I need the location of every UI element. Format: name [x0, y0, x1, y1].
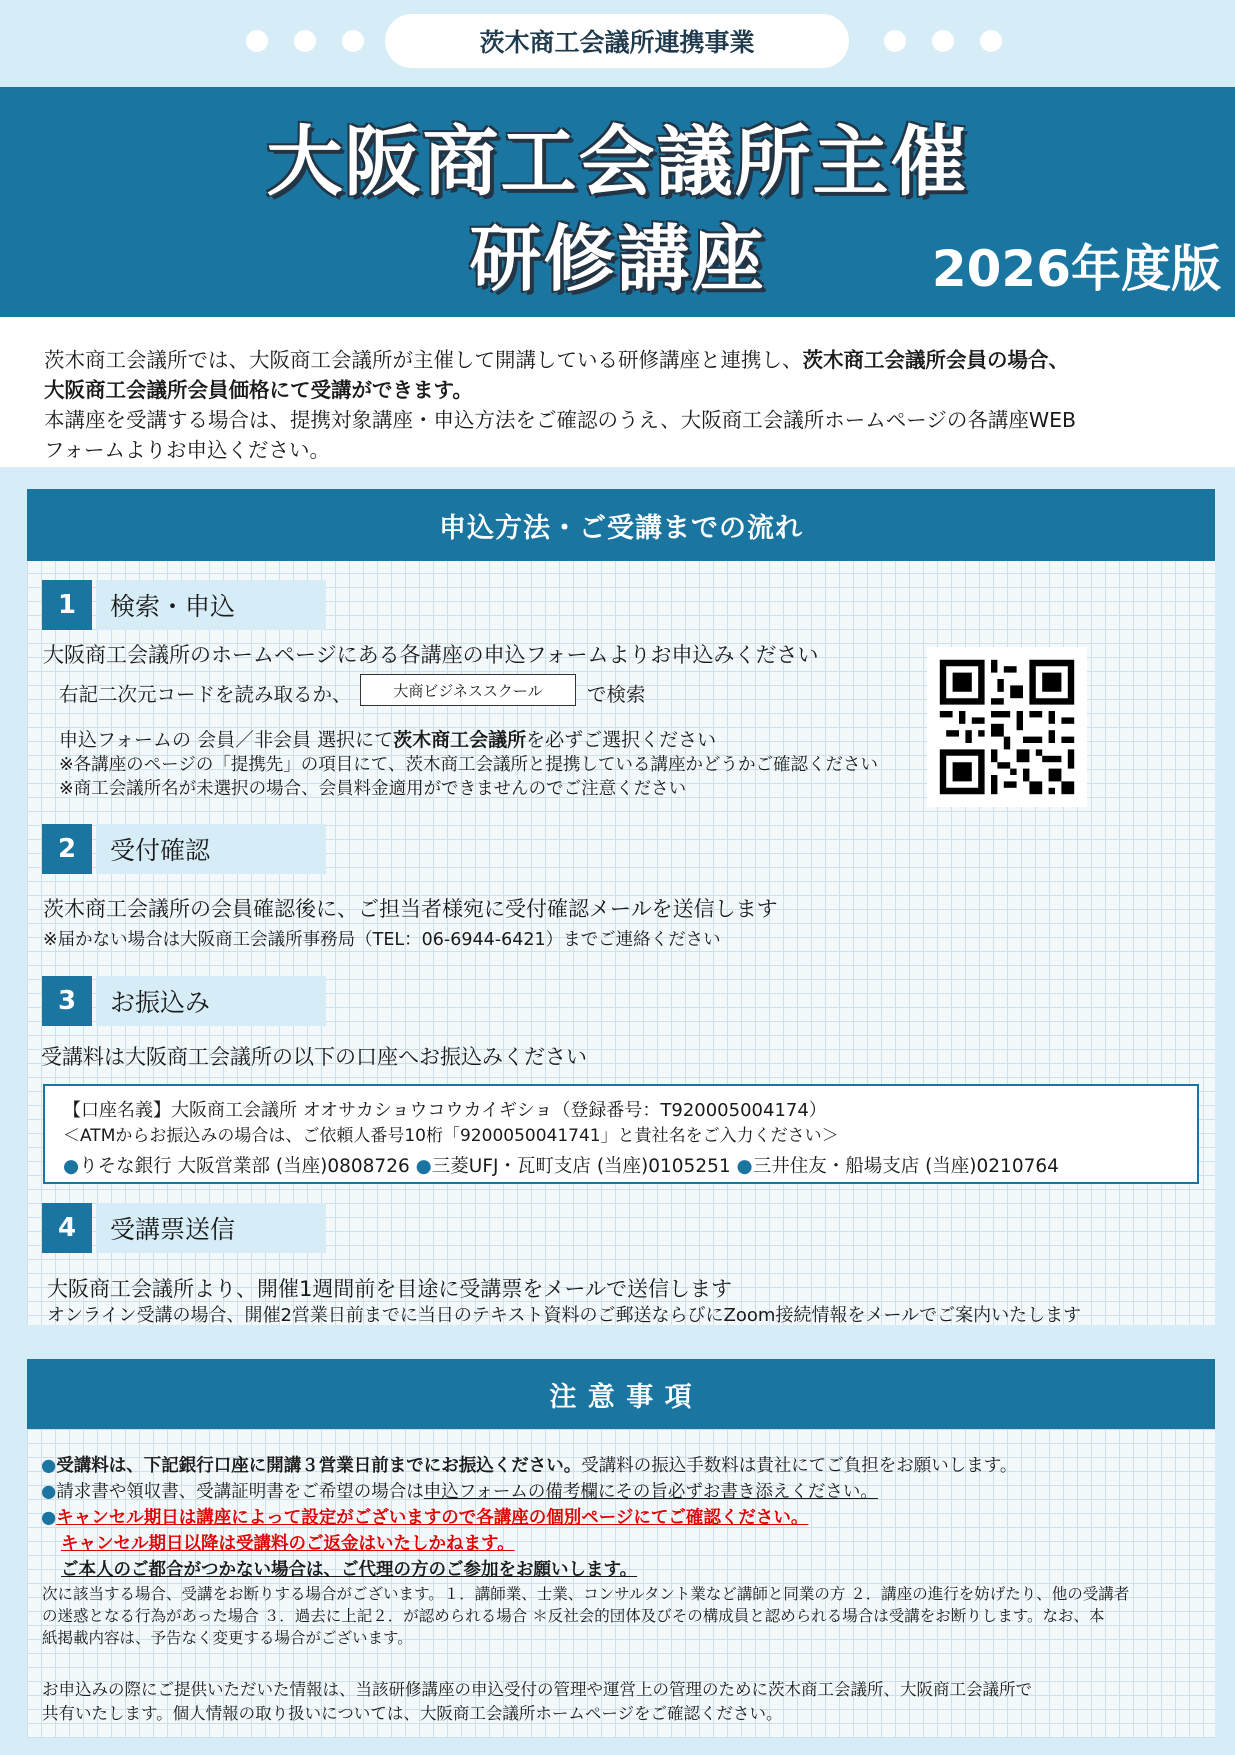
note-3-line2: [61, 1530, 515, 1555]
notes-section: [27, 1359, 1215, 1738]
step1-form-bold: 茨木商工会議所: [393, 729, 527, 751]
privacy-paragraph: [42, 1678, 1032, 1726]
step3-line1: 受講料は大阪商工会議所の以下の口座へお振込みください: [41, 1045, 587, 1069]
bank-account-box: [43, 1084, 1199, 1184]
intro-line4: フォームよりお申込ください。: [44, 438, 330, 462]
note1-bold: 受講料は、下記銀行口座に開講３営業日前までにお振込ください。: [56, 1456, 582, 1476]
privacy-line2: 共有いたします。個人情報の取り扱いについては、大阪商工会議所ホームページをご確認ください。: [42, 1704, 783, 1723]
note3-red-line2: キャンセル期日以降は受講料のご返金はいたしかねます。: [61, 1534, 515, 1554]
notes-header: 注 意 事 項: [27, 1359, 1215, 1429]
note-2: [41, 1478, 878, 1503]
bullet-dot-icon: ●: [63, 1156, 80, 1177]
step1-search-pre: 右記二次元コードを読み取るか、: [59, 683, 352, 706]
note-3-line3: ご本人のご都合がつかない場合は、ご代理の方のご参加をお願いします。: [61, 1560, 638, 1580]
bullet-dot-icon: ●: [415, 1156, 432, 1177]
step-number: 1: [42, 580, 92, 630]
intro-line1: 茨木商工会議所では、大阪商工会議所が主催して開講している研修講座と連携し、: [44, 348, 803, 372]
step-2: [42, 824, 326, 874]
bank-mufg: 三菱UFJ・瓦町支店 (当座)0105251: [431, 1156, 731, 1177]
step-label: お振込み: [96, 976, 326, 1026]
step4-line2: オンライン受講の場合、開催2営業日前までに当日のテキスト資料のご郵送ならびにZoom接続情報をメールでご案内いたします: [47, 1305, 1082, 1326]
note-1: [41, 1452, 1017, 1477]
flow-section: [27, 489, 1215, 1325]
year-label: 2026年度版: [931, 240, 1221, 298]
step-3: [42, 976, 326, 1026]
qr-code-icon[interactable]: [927, 647, 1087, 807]
step1-search-post: で検索: [587, 683, 646, 706]
search-keyword-box: 大商ビジネススクール: [360, 674, 576, 706]
intro-line1-bold: 茨木商工会議所会員の場合、: [802, 348, 1069, 372]
note2-underlined: 申込フォームの備考欄にその旨必ずお書き添えください。: [423, 1482, 878, 1502]
step1-form-post: を必ずご選択ください: [526, 729, 717, 751]
refusal-line1: 次に該当する場合、受講をお断りする場合がございます。１．講師業、士業、コンサルタント業など講師と同業の方 ２．講座の進行を妨げたり、他の受講者: [42, 1585, 1130, 1603]
partner-pill: 茨木商工会議所連携事業: [385, 14, 849, 68]
step-label: 受付確認: [96, 824, 326, 874]
step4-line1: 大阪商工会議所より、開催1週間前を目途に受講票をメールで送信します: [47, 1277, 732, 1301]
step1-note2: ※商工会議所名が未選択の場合、会員料金適用ができませんのでご注意ください: [59, 779, 687, 799]
step-1: [42, 580, 326, 630]
refusal-paragraph: [42, 1583, 1129, 1649]
step-4: [42, 1203, 326, 1253]
intro-line3: 本講座を受講する場合は、提携対象講座・申込方法をご確認のうえ、大阪商工会議所ホームページの各講座WEB: [44, 408, 1077, 432]
step1-form-pre: 申込フォームの 会員／非会員 選択にて: [59, 729, 394, 751]
step-label: 受講票送信: [96, 1203, 326, 1253]
intro-line2-bold: 大阪商工会議所会員価格にて受講ができます。: [44, 378, 473, 402]
step-number: 4: [42, 1203, 92, 1253]
note2-pre: 請求書や領収書、受講証明書をご希望の場合は: [56, 1482, 424, 1502]
decor-dots-left: [246, 30, 364, 52]
decor-dots-right: [884, 30, 1002, 52]
account-holder: 【口座名義】大阪商工会議所 オオサカショウコウカイギショ（登録番号：T920005004174）: [63, 1100, 827, 1121]
flow-header: 申込方法・ご受講までの流れ: [27, 489, 1215, 561]
step-number: 2: [42, 824, 92, 874]
bullet-dot-icon: ●: [41, 1482, 57, 1502]
bank-list: [63, 1152, 1059, 1178]
step1-note1: ※各講座のページの「提携先」の項目にて、茨木商工会議所と提携している講座かどうかご確認ください: [59, 755, 878, 775]
privacy-line1: お申込みの際にご提供いただいた情報は、当該研修講座の申込受付の管理や運営上の管理のために茨木商工会議所、大阪商工会議所で: [42, 1680, 1032, 1699]
step-label: 検索・申込: [96, 580, 326, 630]
step1-form-line: [59, 725, 716, 752]
note3-red-line1: キャンセル期日は講座によって設定がございますので各講座の個別ページにてご確認ください。: [56, 1508, 809, 1528]
intro-text: [44, 345, 1194, 465]
main-title: 大阪商工会議所主催: [266, 117, 969, 206]
note1-normal: 受講料の振込手数料は貴社にてご負担をお願いします。: [581, 1456, 1018, 1476]
intro-section: [0, 317, 1235, 467]
bank-smbc: 三井住友・船場支店 (当座)0210764: [752, 1156, 1059, 1177]
step2-line1: 茨木商工会議所の会員確認後に、ご担当者様宛に受付確認メールを送信します: [43, 897, 778, 921]
sub-title: 研修講座: [469, 217, 766, 301]
bullet-dot-icon: ●: [41, 1456, 57, 1476]
bullet-dot-icon: ●: [736, 1156, 753, 1177]
bullet-dot-icon: ●: [41, 1508, 57, 1528]
step2-note: ※届かない場合は大阪商工会議所事務局（TEL：06-6944-6421）までご連絡ください: [43, 930, 721, 950]
title-banner: [0, 87, 1235, 317]
bank-resona: りそな銀行 大阪営業部 (当座)0808726: [79, 1156, 410, 1177]
step1-line1: 大阪商工会議所のホームページにある各講座の申込フォームよりお申込みください: [43, 643, 819, 667]
refusal-line2: の迷惑となる行為があった場合 ３．過去に上記２．が認められる場合 ＊反社会的団体及びその構成員と認められる場合は受講をお断りします。なお、本: [42, 1607, 1105, 1625]
note-3: [41, 1504, 808, 1529]
refusal-line3: 紙掲載内容は、予告なく変更する場合がございます。: [42, 1629, 413, 1647]
atm-instruction: ＜ATMからお振込みの場合は、ご依頼人番号10桁「9200050041741」と貴社名をご入力ください＞: [63, 1126, 839, 1146]
step-number: 3: [42, 976, 92, 1026]
